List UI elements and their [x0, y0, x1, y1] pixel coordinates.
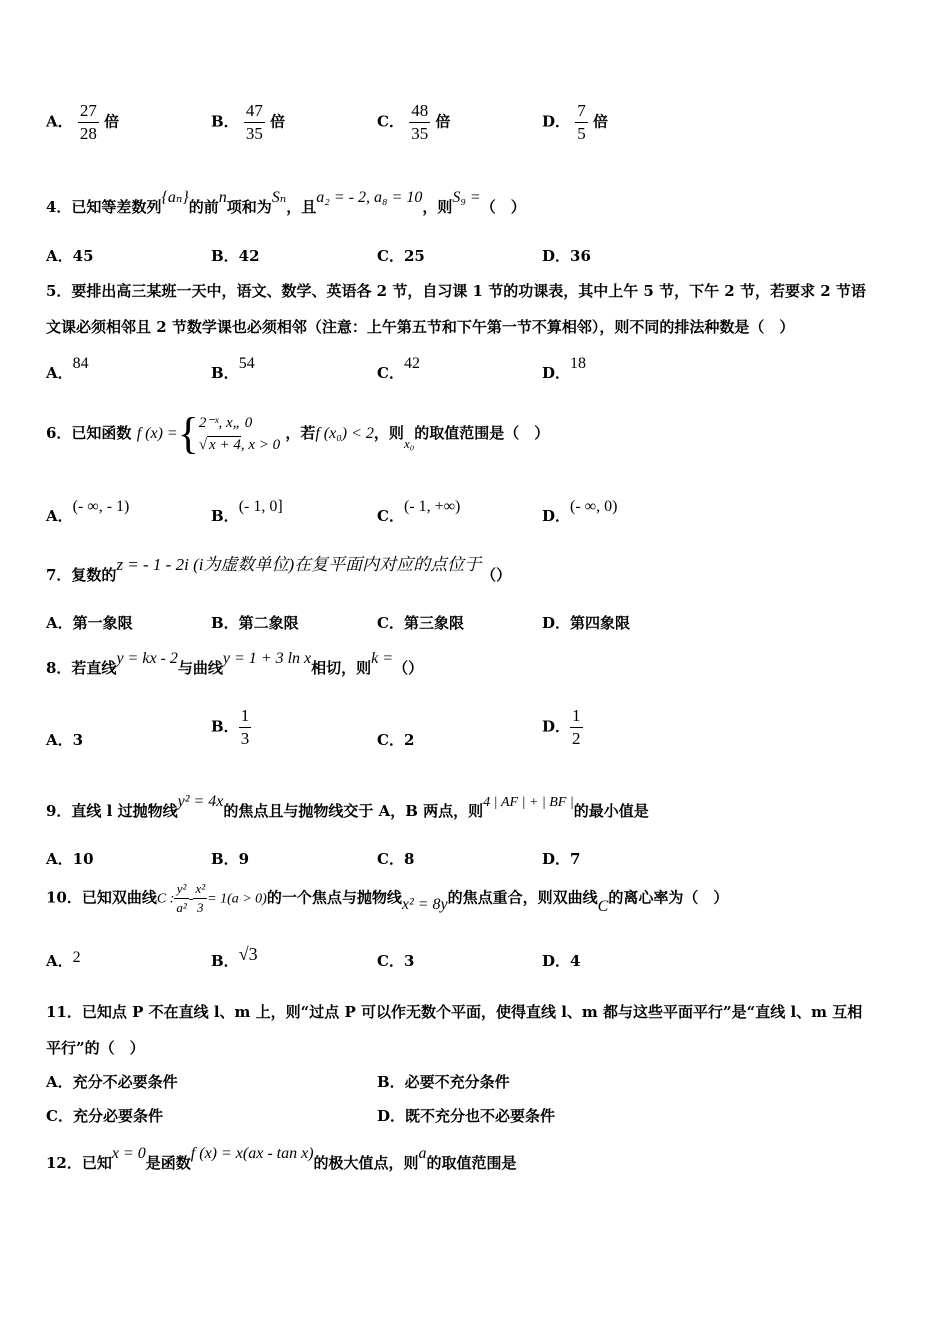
q3-option-d-fraction: $\frac{7}{5}$ — [577, 101, 586, 143]
q6-option-b: B．(- 1, 0] — [211, 498, 283, 525]
q7-options — [46, 612, 906, 652]
q6-option-d: D．(- ∞, 0) — [542, 498, 618, 525]
q10-option-b: B．√3 — [211, 944, 258, 970]
q8-option-d: D． $\frac{1}{2}$ — [542, 706, 581, 748]
q9-option-d: D．7 — [542, 850, 581, 868]
q11-option-d: D．既不充分也不必要条件 — [377, 1107, 556, 1125]
q10-options — [46, 944, 906, 990]
q4-option-d: D．36 — [542, 247, 591, 265]
q10-fraction-y: $\frac{\text{y²}}{\text{a²}}$ — [176, 881, 187, 915]
q7-option-d: D．第四象限 — [542, 614, 631, 632]
q3-option-c: C． $\frac{48}{35}$ 倍 — [377, 101, 451, 143]
q5-option-c: C．42 — [377, 355, 420, 382]
q5-stem-line1: 5．要排出高三某班一天中，语文、数学、英语各 2 节，自习课 1 节的功课表，其中上午 5 节，下午 2 节，若要求 2 节语 — [46, 282, 866, 300]
q5-option-a: A．84 — [46, 355, 89, 382]
q11-option-a: A．充分不必要条件 — [46, 1073, 178, 1091]
q9-option-a: A．10 — [46, 850, 94, 868]
q11-stem-line1: 11．已知点 P 不在直线 l、m 上，则“过点 P 可以作无数个平面，使得直线 l、m 都与这些平面平行”是“直线 l、m 互相 — [46, 1003, 863, 1021]
q10-option-c: C．3 — [377, 952, 415, 970]
q7-option-a: A．第一象限 — [46, 614, 133, 632]
q8-option-a: A．3 — [46, 731, 84, 749]
q9-stem: 9．直线 l 过抛物线y² = 4x的焦点且与抛物线交于 A，B 两点，则4 | AF | + | BF |的最小值是 — [46, 793, 649, 820]
q10-stem: 10．已知双曲线C : $\frac{\text{y²}}{\text{a²}}$ - $\frac{\text{x²}}{3}$ = 1(a > 0)的一个焦点与抛物线x² = 8y的焦点重合，则双曲线C的离心率为（ ） — [46, 881, 729, 915]
q3-option-d: D． $\frac{7}{5}$ 倍 — [542, 101, 608, 143]
q8-options — [46, 705, 906, 749]
q3-option-a-fraction: $\frac{27}{28}$ — [79, 101, 97, 143]
q7-option-b: B．第二象限 — [211, 614, 299, 632]
q5-option-b: B．54 — [211, 355, 255, 382]
q8-option-b: B． $\frac{1}{3}$ — [211, 706, 250, 748]
q5-options — [46, 355, 906, 402]
q11-options-row2 — [46, 1105, 906, 1145]
q4-option-b: B．42 — [211, 247, 260, 265]
q10-option-a: A．2 — [46, 949, 81, 970]
q6-option-c: C．(- 1, +∞) — [377, 498, 461, 525]
q3-option-a: A． $\frac{27}{28}$ 倍 — [46, 101, 120, 143]
q11-stem-line2: 平行”的（ ） — [46, 1039, 145, 1057]
q10-option-d: D．4 — [542, 952, 581, 970]
q6-options — [46, 498, 906, 545]
q11-option-c: C．充分必要条件 — [46, 1107, 163, 1125]
q8-stem: 8．若直线y = kx - 2与曲线y = 1 + 3 ln x相切，则k =（） — [46, 650, 424, 677]
q9-option-b: B．9 — [211, 850, 250, 868]
q4-option-a: A．45 — [46, 247, 94, 265]
q6-option-a: A．(- ∞, - 1) — [46, 498, 130, 525]
q4-options — [46, 245, 906, 285]
q9-option-c: C．8 — [377, 850, 415, 868]
q7-option-c: C．第三象限 — [377, 614, 464, 632]
q3-option-c-fraction: $\frac{48}{35}$ — [411, 101, 429, 143]
q8-option-d-fraction: $\frac{1}{2}$ — [572, 706, 581, 748]
q3-option-b: B． $\frac{47}{35}$ 倍 — [211, 101, 286, 143]
q10-fraction-x: $\frac{\text{x²}}{3}$ — [195, 881, 206, 915]
q3-option-b-fraction: $\frac{47}{35}$ — [245, 101, 263, 143]
q7-stem: 7．复数的z = - 1 - 2i (i为虚数单位)在复平面内对应的点位于（） — [46, 555, 512, 584]
q8-option-c: C．2 — [377, 731, 415, 749]
q5-stem-line2: 文课必须相邻且 2 节数学课也必须相邻（注意：上午第五节和下午第一节不算相邻），则不同的排法种数是（ ） — [46, 318, 795, 336]
q4-option-c: C．25 — [377, 247, 425, 265]
q3-options — [46, 100, 906, 143]
q5-option-d: D．18 — [542, 355, 587, 382]
q11-option-b: B．必要不充分条件 — [377, 1073, 510, 1091]
q12-stem: 12．已知x = 0是函数f (x) = x(ax - tan x)的极大值点，则a的取值范围是 — [46, 1145, 517, 1172]
q4-stem: 4．已知等差数列{aₙ}的前n项和为Sₙ，且a₂ = - 2, a₈ = 10，则S₉ =（ ） — [46, 189, 526, 216]
q8-option-b-fraction: $\frac{1}{3}$ — [240, 706, 250, 748]
q6-stem: 6．已知函数 f (x) ={ 2⁻ˣ, x„ 0 √ x + 4, x > 0 ，若f (x₀) < 2，则x₀的取值范围是（ ） — [46, 409, 550, 458]
q6-piecewise: 2⁻ˣ, x„ 0 √ x + 4, x > 0 — [198, 415, 281, 453]
q6-brace: { — [177, 409, 199, 458]
